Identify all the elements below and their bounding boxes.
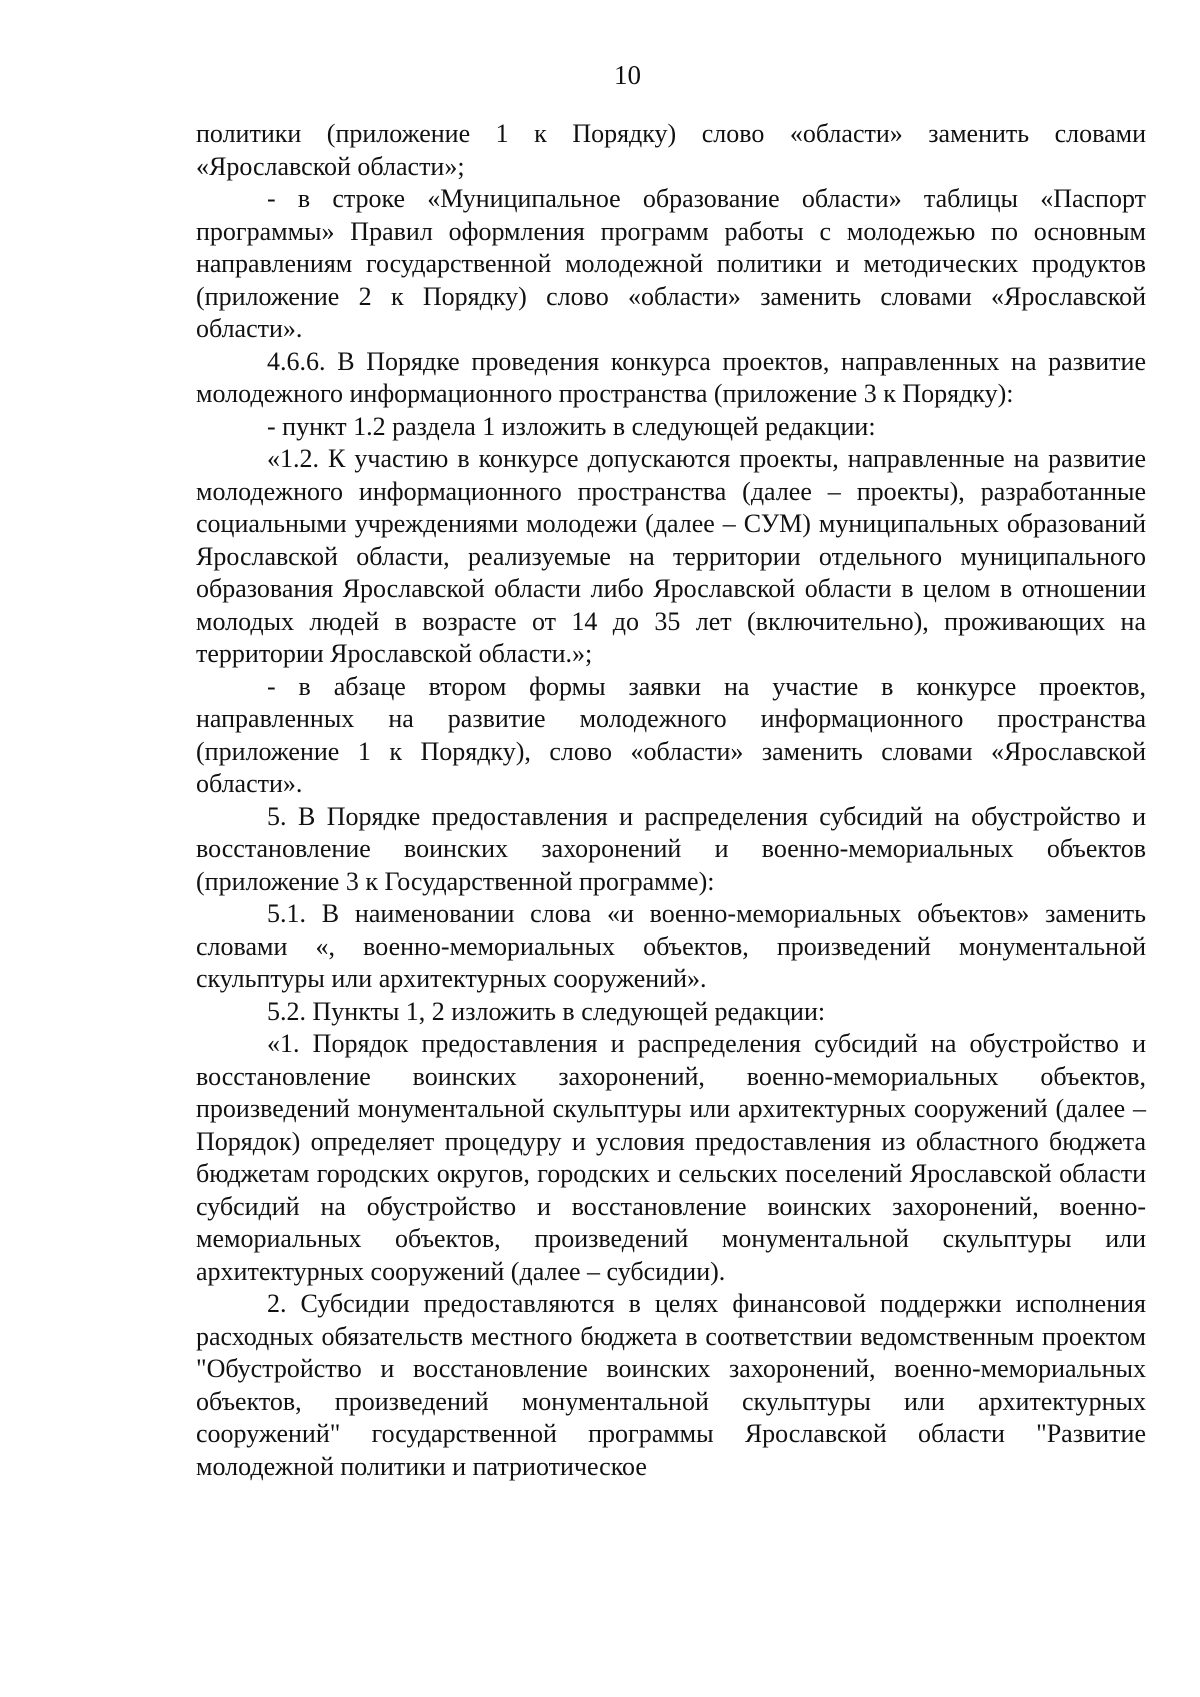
- paragraph-point-1-2: - пункт 1.2 раздела 1 изложить в следующей редакции:: [267, 411, 876, 441]
- paragraph-4-6-6: 4.6.6. В Порядке проведения конкурса проектов, направленных на развитие молодежного информационного пространства (приложение 3 к Порядку):: [196, 346, 1146, 408]
- paragraph-5-1: 5.1. В наименовании слова «и военно-мемориальных объектов» заменить словами «, военно-мемориальных объектов, произведений монументальной скульптуры или архитектурных сооружений».: [196, 899, 1146, 993]
- paragraph-5-2: 5.2. Пункты 1, 2 изложить в следующей редакции:: [267, 996, 826, 1026]
- paragraph-quote-1-2: «1.2. К участию в конкурсе допускаются проекты, направленные на развитие молодежного информационного пространства (далее – проекты), разработанные социальными учреждениями молодежи (далее – СУМ) муниципальных образований Ярославской области, реализуемые на территории отдельного муниципального образования Ярославской области либо Ярославской области в целом в отношении молодых людей в возрасте от 14 до 35 лет (включительно), проживающих на территории Ярославской области.»;: [196, 444, 1146, 668]
- paragraph-2: 2. Субсидии предоставляются в целях финансовой поддержки исполнения расходных обязательств местного бюджета в соответствии ведомственным проектом "Обустройство и восстановление воинских захоронений, военно-мемориальных объектов, произведений монументальной скульптуры или архитектурных сооружений" государственной программы Ярославской области "Развитие молодежной политики и патриотическое: [196, 1289, 1146, 1481]
- paragraph-5: 5. В Порядке предоставления и распределения субсидий на обустройство и восстановление воинских захоронений и военно-мемориальных объектов (приложение 3 к Государственной программе):: [196, 801, 1146, 896]
- page-number: 10: [614, 60, 641, 90]
- document-body: [196, 118, 1146, 1483]
- paragraph-passport-table: - в строке «Муниципальное образование области» таблицы «Паспорт программы» Правил оформления программ работы с молодежью по основным направлениям государственной молодежной политики и методических продуктов (приложение 2 к Порядку) слово «области» заменить словами «Ярославской области».: [196, 184, 1146, 343]
- paragraph-quote-1: «1. Порядок предоставления и распределения субсидий на обустройство и восстановление воинских захоронений, военно-мемориальных объектов, произведений монументальной скульптуры или архитектурных сооружений (далее – Порядок) определяет процедуру и условия предоставления из областного бюджета бюджетам городских округов, городских и сельских поселений Ярославской области субсидий на обустройство и восстановление воинских захоронений, военно-мемориальных объектов, произведений монументальной скульптуры или архитектурных сооружений (далее – субсидии).: [196, 1029, 1146, 1286]
- paragraph-application-form: - в абзаце втором формы заявки на участие в конкурсе проектов, направленных на развитие молодежного информационного пространства (приложение 1 к Порядку), слово «области» заменить словами «Ярославской области».: [196, 671, 1146, 798]
- paragraph-continuation: политики (приложение 1 к Порядку) слово «области» заменить словами «Ярославской области»;: [196, 119, 1146, 181]
